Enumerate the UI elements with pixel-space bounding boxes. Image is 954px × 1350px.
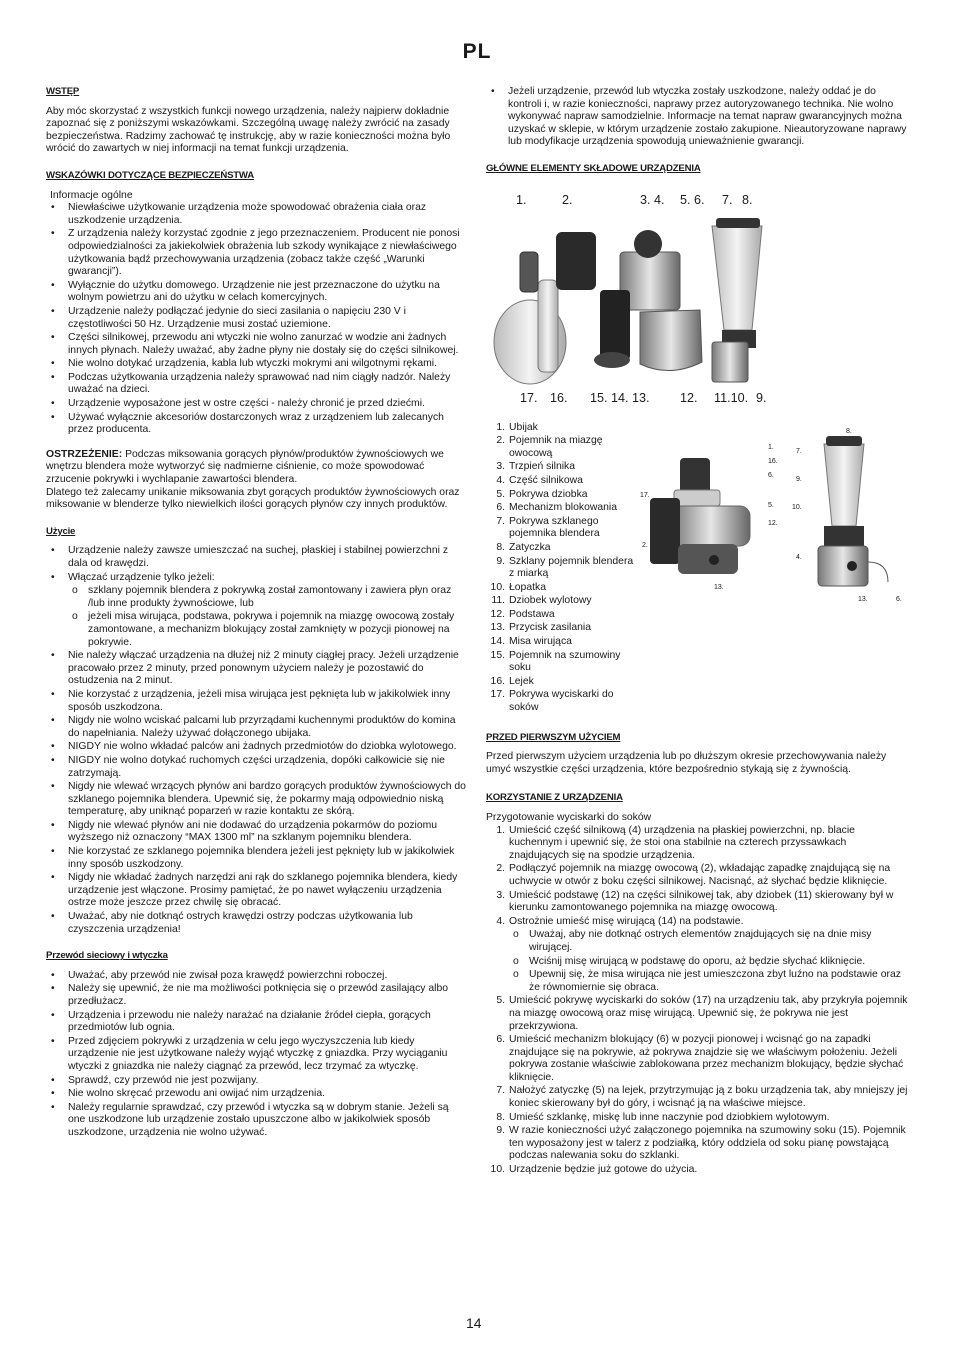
list-item: • Jeżeli urządzenie, przewód lub wtyczka zostały uszkodzone, należy oddać je do kontroli i, w razie konieczności, naprawy przez autoryzowanego technika. Nie wolno wykonywać napraw samodzielnie. Informacje na temat napraw gwarancyjnych można uzyskać w sklepie, w którym urządzenie zostało zakupione. Nieautoryzowane naprawy lub modyfikacje urządzenia spowodują unieważnienie gwarancji.	[486, 86, 908, 149]
list-item: 8. Zatyczka	[496, 541, 551, 553]
diagram-label: 7.	[796, 447, 802, 455]
list-item: 6. Umieścić mechanizm blokujący (6) w pozycji pionowej i wcisnąć go na zapadki znajdujące się na pokrywie, aż pokrywa znajdzie się we właściwym położeniu. Jeżeli pokrywa zostanie właściwie zablokowana przez mechanizm blokujący, będzie słychać kliknięcie.	[496, 1034, 904, 1083]
photo-label-8: 8.	[742, 192, 753, 207]
list-item: 8. Umieść szklankę, miskę lub inne naczynie pod dziobkiem wylotowym.	[496, 1111, 830, 1123]
photo-label-3-4: 3. 4.	[640, 192, 665, 207]
list-item: • Uważać, aby nie dotknąć ostrych krawędzi ostrzy podczas użytkowania lub czyszczenia urządzenia!	[46, 911, 468, 936]
diagram-label: 4.	[796, 553, 802, 561]
list-item: 9. Szklany pojemnik blendera z miarką	[496, 555, 634, 580]
list-item: • Wyłącznie do użytku domowego. Urządzenie nie jest przeznaczone do użytku na wolnym powietrzu ani do użytku w celach komercyjnych.	[46, 280, 468, 305]
using-subheading: Przygotowanie wyciskarki do soków	[486, 812, 652, 823]
use-sublist	[68, 585, 468, 649]
steps-list	[486, 825, 908, 1177]
list-item: 4. Część silnikowa	[496, 474, 583, 486]
page-number: 14	[466, 1315, 482, 1331]
list-item: • Przed zdjęciem pokrywki z urządzenia w celu jego wyczyszczenia lub kiedy urządzenie nie jest użytkowane należy wyjąć wtyczkę z gniazdka. Przy wyciąganiu wtyczki z gniazdka nie należy ciągnąć za przewód, lecz trzymać za wtyczkę.	[46, 1036, 468, 1074]
list-item: • Nie korzystać ze szklanego pojemnika blendera jeżeli jest pęknięty lub w jakikolwiek inny sposób uszkodzony.	[46, 846, 468, 871]
list-item: 17. Pokrywa wyciskarki do soków	[490, 689, 614, 714]
list-item: • Używać wyłącznie akcesoriów dostarczonych wraz z urządzeniem lub zalecanych przez producenta.	[46, 412, 468, 437]
photo-label-11-10: 11.10.	[714, 390, 749, 405]
diagram-label: 1.	[768, 443, 774, 451]
photo-label-17: 17.	[520, 390, 538, 405]
language-code: PL	[462, 40, 492, 63]
list-item: • Podczas użytkowania urządzenia należy sprawować nad nim ciągły nadzór. Należy uważać na dzieci.	[46, 372, 468, 397]
parts-heading: GŁÓWNE ELEMENTY SKŁADOWE URZĄDZENIA	[486, 162, 701, 174]
use-heading: Użycie	[46, 525, 76, 537]
list-item: • Należy się upewnić, że nie ma możliwości potknięcia się o przewód zasilający albo przedłużacz.	[46, 983, 468, 1008]
list-item: 3. Umieścić podstawę (12) na części silnikowej tak, aby dziobek (11) skierowany był w kierunku zamontowanego pojemnika na miazgę owocową.	[496, 889, 894, 914]
list-item: • Nigdy nie wkładać żadnych narzędzi ani rąk do szklanego pojemnika blendera, kiedy urządzenie jest włączone. Prosimy pamiętać, że po nawet wyłączeniu urządzenia ostrze może jeszcze przez chwilę się obracać.	[46, 872, 468, 910]
list-item: 5. Pokrywa dziobka	[496, 488, 588, 500]
photo-label-7: 7.	[722, 192, 733, 207]
assembly-diagram	[638, 422, 908, 612]
safety-list	[46, 202, 468, 437]
intro-paragraph: Aby móc skorzystać z wszystkich funkcji nowego urządzenia, należy najpierw dokładnie zapoznać się z poniższymi wskazówkami. Szczególną uwagę należy zwrócić na zasady bezpieczeństwa. Radzimy zachować tę instrukcję, aby w razie konieczności można było wrócić do zawartych w niej informacji na temat funkcji urządzenia.	[46, 105, 451, 155]
list-item	[46, 572, 468, 650]
list-item: • Urządzenie należy zawsze umieszczać na suchej, płaskiej i stabilnej powierzchni z dala od krawędzi.	[46, 545, 468, 570]
list-item: 5. Umieścić pokrywę wyciskarki do soków (17) na urządzeniu tak, aby przykryła pojemnik na miazgę owocową oraz misę wirującą. Upewnić się, że pokrywa nie jest przekrzywiona.	[496, 995, 908, 1032]
steps-sublist	[509, 929, 908, 994]
list-item: 16. Lejek	[490, 675, 534, 687]
diagram-label: 16.	[768, 457, 778, 465]
left-column	[46, 86, 468, 1146]
parts-section	[486, 422, 908, 716]
list-item: • Nigdy nie wlewać płynów ani nie dodawać do urządzenia pokarmów do poziomu wyższego niż oznaczony “MAX 1300 ml” na szklanym pojemniku blendera.	[46, 820, 468, 845]
sublist-item: o Wciśnij misę wirującą w podstawę do oporu, aż będzie słychać kliknięcie.	[509, 956, 908, 969]
appliance-illustration	[490, 192, 784, 410]
list-item: 10. Urządzenie będzie już gotowe do użycia.	[490, 1164, 698, 1176]
photo-label-12: 12.	[680, 390, 698, 405]
list-item: 14. Misa wirująca	[490, 636, 572, 648]
list-item: • Należy regularnie sprawdzać, czy przewód i wtyczka są w dobrym stanie. Jeżeli są one uszkodzone lub urządzenie zostało upuszczone albo w jakikolwiek sposób uszkodzone, urządzenia nie wolno używać.	[46, 1102, 468, 1140]
warning-paragraph-2: Dlatego też zalecamy unikanie miksowania zbyt gorących produktów żywnościowych oraz miksowanie w blenderze tylko niewielkich ilości gorących płynów czy innych produktów.	[46, 486, 460, 511]
diagram-label: 13.	[858, 595, 868, 603]
list-item: • Nigdy nie wlewać wrzących płynów ani bardzo gorących produktów żywnościowych do szklanego pojemnika blendera. Upewnić się, że pokarmy mają odpowiednio niską temperaturę, aby uniknąć poparzeń w razie kontaktu ze skórą.	[46, 781, 468, 819]
list-item: 10. Łopatka	[490, 581, 546, 593]
list-item: • Części silnikowej, przewodu ani wtyczki nie wolno zanurzać w wodzie ani żadnych innych płynach. Należy uważać, aby żadne płyny nie dostały się do części silnikowej.	[46, 332, 468, 357]
diagram-label: 9.	[796, 475, 802, 483]
list-item: • Uważać, aby przewód nie zwisał poza krawędź powierzchni roboczej.	[46, 970, 468, 983]
list-item: • Z urządzenia należy korzystać zgodnie z jego przeznaczeniem. Producent nie ponosi odpowiedzialności za jakiekolwiek obrażenia lub szkody wynikające z niewłaściwego użytkowania bądź przechowywania urządzenia (zobacz także część „Warunki gwarancji”).	[46, 228, 468, 278]
list-item: 9. W razie konieczności użyć załączonego pojemnika na szumowiny soku (15). Pojemnik ten wyposażony jest w talerz z podziałką, który oddziela od soku pianę powstającą podczas nalewania soku do szklanki.	[496, 1125, 906, 1162]
safety-heading: WSKAZÓWKI DOTYCZĄCE BEZPIECZEŃSTWA	[46, 169, 254, 181]
photo-label-5-6: 5. 6.	[680, 192, 705, 207]
list-item: • Niewłaściwe użytkowanie urządzenia może spowodować obrażenia ciała oraz uszkodzenie urządzenia.	[46, 202, 468, 227]
list-item: 3. Trzpień silnika	[496, 461, 576, 473]
list-item: • Urządzenia i przewodu nie należy narażać na działanie źródeł ciepła, gorących przedmiotów lub ognia.	[46, 1010, 468, 1035]
use-list	[46, 545, 468, 649]
sublist-item: o Upewnij się, że misa wirująca nie jest umieszczona zbyt luźno na podstawie oraz że równomiernie się obraca.	[509, 969, 908, 994]
list-item: • NIGDY nie wolno dotykać ruchomych części urządzenia, dopóki całkowicie się nie zatrzymają.	[46, 755, 468, 780]
use-list-2	[46, 650, 468, 936]
repair-list	[486, 86, 908, 149]
diagram-label: 17.	[640, 491, 650, 499]
list-item: 7. Nałożyć zatyczkę (5) na lejek, przytrzymując ją z boku urządzenia tak, aby mniejszy jej koniec skierowany był do góry, i wcisnąć ją na właściwe miejsce.	[496, 1085, 908, 1110]
list-item: 1. Ubijak	[496, 421, 538, 433]
list-item: • Urządzenie należy podłączać jedynie do sieci zasilania o napięciu 230 V i częstotliwości 50 Hz. Urządzenie musi zostać uziemione.	[46, 306, 468, 331]
diagram-label: 2.	[642, 541, 648, 549]
list-item: 2. Podłączyć pojemnik na miazgę owocową (2), wkładając zapadkę znajdującą się na uchwycie w otwór z boku części silnikowej. Nacisnąć, aż słychać będzie kliknięcie.	[496, 863, 891, 887]
photo-label-1: 1.	[516, 192, 527, 207]
diagram-label: 10.	[792, 503, 802, 511]
list-item: 7. Pokrywa szklanego pojemnika blendera	[496, 515, 600, 540]
diagram-label: 13.	[714, 583, 724, 591]
before-heading: PRZED PIERWSZYM UŻYCIEM	[486, 731, 621, 743]
diagram-label: 12.	[768, 519, 778, 527]
list-item: 12. Podstawa	[490, 608, 555, 620]
diagram-label: 5.	[768, 501, 774, 509]
sublist-item: o Uważaj, aby nie dotknąć ostrych elementów znajdujących się na dnie misy wirującej.	[509, 929, 908, 954]
cord-list	[46, 970, 468, 1140]
list-item: • Nie wolno dotykać urządzenia, kabla lub wtyczki mokrymi ani wilgotnymi rękami.	[46, 358, 468, 371]
intro-heading: WSTĘP	[46, 86, 80, 97]
product-photo	[490, 192, 784, 410]
photo-label-2: 2.	[562, 192, 573, 207]
sublist-item: o jeżeli misa wirująca, podstawa, pokrywa i pojemnik na miazgę owocową zostały zamontowane, a mechanizm blokujący został zamknięty w pozycji pionowej na pokrywie.	[68, 611, 468, 649]
list-item: • Nigdy nie wolno wciskać palcami lub przyrządami kuchennymi produktów do komina do napełniania. Należy używać dołączonego ubijaka.	[46, 715, 468, 740]
diagram-label: 6.	[768, 471, 774, 479]
list-item: 2. Pojemnik na miazgę owocową	[496, 435, 603, 459]
list-item: 13. Przycisk zasilania	[490, 622, 591, 634]
right-column	[486, 86, 908, 1178]
diagram-label: 6.	[896, 595, 902, 603]
list-item: • Nie należy włączać urządzenia na dłużej niż 2 minuty ciągłej pracy. Jeżeli urządzenie pracowało przez 2 minuty, przed ponownym użyciem należy je pozostawić do ostudzenia na 2 minut.	[46, 650, 468, 688]
list-item: 4. Ostrożnie umieść misę wirującą (14) na podstawie. o Uważaj, aby nie dotknąć ostrych elementów znajdujących się na dnie misy wirującej. o Wciśnij misę wirującą w podstawę do oporu, aż będzie słychać kliknięcie. o Upewnij się, że misa wirująca nie jest umieszczona zbyt luźno na podstawie oraz że równomiernie się obraca.	[486, 916, 908, 995]
list-item: • Nie wolno skręcać przewodu ani owijać nim urządzenia.	[46, 1088, 468, 1101]
list-item: 1. Umieścić część silnikową (4) urządzenia na płaskiej powierzchni, np. blacie kuchennym i upewnić się, że stoi ona stabilnie na czterech przyssawkach znajdujących się na spodzie urządzenia.	[496, 824, 855, 861]
warning-paragraph	[46, 449, 468, 487]
warning-text: Podczas miksowania gorących płynów/produktów żywnościowych we wnętrzu blendera może wytworzyć się nadmierne ciśnienie, co może spowodować zrzucenie pokrywki i wychlapanie zawartości blendera.	[46, 448, 444, 486]
using-heading: KORZYSTANIE Z URZĄDZENIA	[486, 792, 623, 804]
list-item: • Nie korzystać z urządzenia, jeżeli misa wirująca jest pęknięta lub w jakikolwiek inny sposób uszkodzona.	[46, 689, 468, 714]
list-item: 11. Dziobek wylotowy	[491, 595, 592, 607]
photo-label-15-14-13: 15. 14. 13.	[590, 390, 650, 405]
sublist-item: o szklany pojemnik blendera z pokrywką został zamontowany i zawiera płyn oraz /lub inne produkty żywnościowe, lub	[68, 585, 468, 610]
list-item: • Sprawdź, czy przewód nie jest pozwijany.	[46, 1075, 468, 1088]
cord-heading: Przewód sieciowy i wtyczka	[46, 950, 168, 962]
list-item: • NIGDY nie wolno wkładać palców ani żadnych przedmiotów do dziobka wylotowego.	[46, 741, 468, 754]
before-paragraph: Przed pierwszym użyciem urządzenia lub po dłuższym okresie przechowywania należy umyć wszystkie części urządzenia, które bezpośrednio stykają się z żywnością.	[486, 751, 887, 775]
list-item: • Urządzenie wyposażone jest w ostre części - należy chronić je przed dziećmi.	[46, 398, 468, 411]
diagram-label: 8.	[846, 427, 852, 435]
list-item: 15. Pojemnik na szumowiny soku	[490, 649, 621, 674]
list-item-text: Włączać urządzenie tylko jeżeli:	[68, 571, 215, 583]
list-item: 6. Mechanizm blokowania	[496, 502, 618, 514]
safety-subheading: Informacje ogólne	[50, 189, 133, 201]
parts-list	[486, 422, 638, 716]
warning-label: OSTRZEŻENIE:	[46, 448, 123, 460]
photo-label-16: 16.	[550, 390, 568, 405]
photo-label-9: 9.	[756, 390, 767, 405]
